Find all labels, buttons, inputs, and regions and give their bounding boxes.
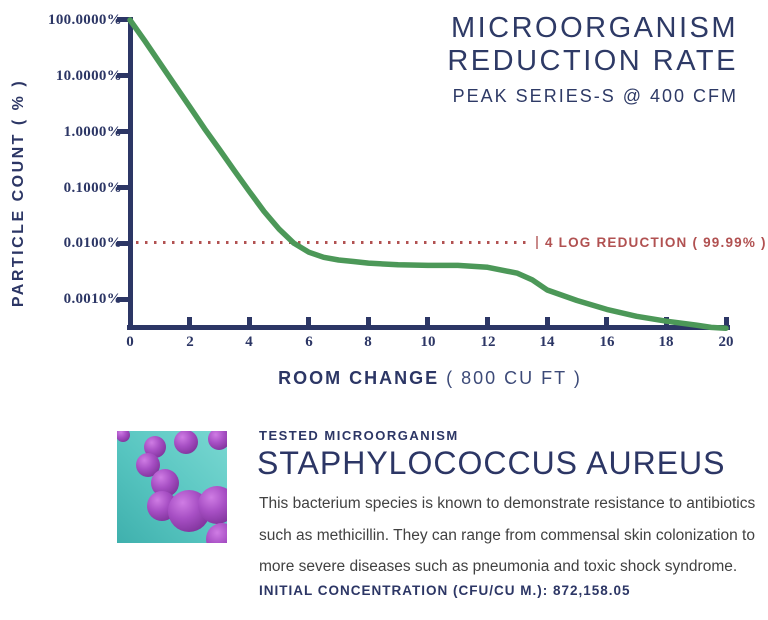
x-tick-mark bbox=[306, 317, 311, 326]
x-tick-label: 2 bbox=[186, 334, 194, 350]
x-tick-label: 16 bbox=[599, 334, 615, 350]
x-tick-mark bbox=[425, 317, 430, 326]
x-axis-title-units: ( 800 CU FT ) bbox=[446, 368, 582, 388]
description-line: This bacterium species is known to demonstrate resistance to antibiotics bbox=[259, 495, 756, 512]
organism-name: STAPHYLOCOCCUS AUREUS bbox=[257, 445, 726, 481]
x-tick-label: 14 bbox=[539, 334, 555, 350]
page-title-line2: REDUCTION RATE bbox=[447, 45, 738, 77]
x-tick-mark bbox=[664, 317, 669, 326]
x-tick-label: 8 bbox=[364, 334, 372, 350]
x-tick-label: 0 bbox=[126, 334, 134, 350]
x-tick-label: 4 bbox=[245, 334, 253, 350]
page-title-line1: MICROORGANISM bbox=[450, 12, 738, 44]
x-tick-label: 18 bbox=[658, 334, 674, 350]
y-tick-label: 1.0000% bbox=[63, 124, 122, 140]
page-title bbox=[447, 12, 738, 78]
x-tick-mark bbox=[128, 317, 133, 326]
x-tick-label: 12 bbox=[480, 334, 496, 350]
threshold-dotted-line bbox=[136, 241, 532, 244]
y-tick-label: 0.0010% bbox=[63, 291, 122, 307]
x-tick-mark bbox=[247, 317, 252, 326]
page-subtitle: PEAK SERIES-S @ 400 CFM bbox=[452, 86, 738, 106]
threshold-separator bbox=[536, 236, 538, 249]
x-tick-mark bbox=[724, 317, 729, 326]
y-axis-title: PARTICLE COUNT ( % ) bbox=[10, 78, 27, 308]
y-tick-label: 0.0100% bbox=[63, 235, 122, 251]
x-tick-label: 6 bbox=[305, 334, 313, 350]
x-axis-title-bold: ROOM CHANGE bbox=[278, 368, 440, 388]
initial-concentration: INITIAL CONCENTRATION (CFU/CU M.): 872,158.05 bbox=[259, 583, 631, 598]
x-tick-mark bbox=[485, 317, 490, 326]
description-line: such as methicillin. They can range from commensal skin colonization to bbox=[259, 526, 755, 544]
x-tick-label: 20 bbox=[718, 334, 734, 350]
y-tick-label: 10.0000% bbox=[55, 68, 122, 84]
y-tick-label: 0.1000% bbox=[63, 180, 122, 196]
x-tick-mark bbox=[187, 317, 192, 326]
organism-description bbox=[259, 488, 755, 583]
threshold-label: 4 LOG REDUCTION ( 99.99% ) bbox=[545, 235, 767, 250]
x-tick-label: 10 bbox=[420, 334, 436, 350]
staphylococcus-aureus-micrograph bbox=[117, 431, 227, 543]
x-tick-mark bbox=[366, 317, 371, 326]
x-tick-mark bbox=[545, 317, 550, 326]
x-tick-mark bbox=[604, 317, 609, 326]
y-axis-line bbox=[128, 17, 133, 330]
y-tick-label: 100.0000% bbox=[48, 12, 122, 28]
description-line: more severe diseases such as pneumonia and toxic shock syndrome. bbox=[259, 558, 738, 575]
tested-microorganism-label: TESTED MICROORGANISM bbox=[259, 428, 459, 443]
x-axis-title bbox=[130, 368, 730, 389]
